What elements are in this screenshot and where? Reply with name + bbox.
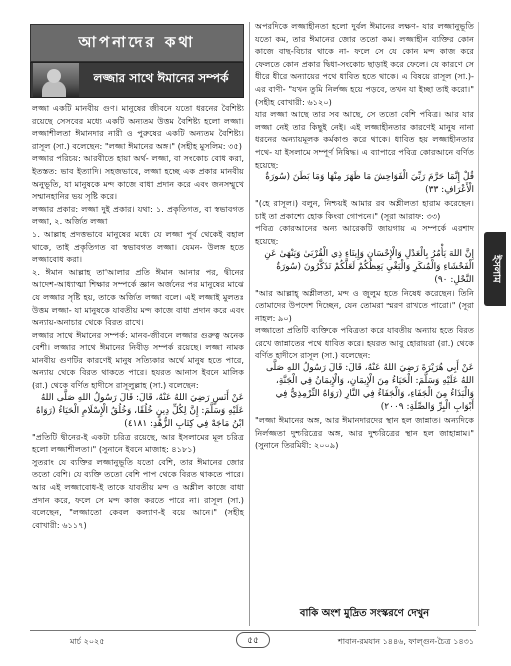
- article-title: লজ্জার সাথে ঈমানের সম্পর্ক: [93, 71, 229, 85]
- paragraph: সুতরাং যে ব্যক্তির লজ্জানুভূতি যতো বেশি, তার ঈমানের জোর ততো বেশি। যে ব্যক্তি ততো বেশি পাপ থেকে বিরত থাকতে পারে। আর এই লজ্জাবোধ-ই তাকে যাবতীয় মন্দ ও অশ্লীল কাজে বাধা প্রদান করে, ফলে সে মন্দ কাজ করতে পারে না। রাসূল (সা.) বলেছেন, "লজ্জাতো কেবল কল্যাণ-ই বয়ে আনে।" (সহীহ বোখারী: ৬১১৭): [32, 456, 244, 530]
- paragraph: লজ্জার প্রকার: লজ্জা দুই প্রকার। যথা: ১. প্রকৃতিগত, বা স্বভাবগত লজ্জা, ২. অর্জিত লজ্জা: [32, 203, 244, 227]
- footer-rule: [30, 630, 476, 631]
- paragraph: ১. আল্লাহ প্রদত্তভাবে মানুষের মধ্যে যে লজ্জা পূর্ব থেকেই বহাল থাকে, তাই প্রকৃতিগত বা স্বভাবগত লজ্জা। যেমন- উলঙ্গ হতে লজ্জাবোধ করা।: [32, 228, 244, 265]
- paragraph: অপরদিকে লজ্জাহীনতা হলো দুর্বল ঈমানের লক্ষণ- যার লজ্জানুভূতি যতো কম, তার ঈমানের জোর ততো কম। লজ্জাহীন ব্যক্তির কোন কাজে বাছ-বিচার থাকে না- ফলে সে যে কোন মন্দ কাজ করে ফেলতে কোন প্রকার দ্বিধা-সংকোচ ছাড়াই করে ফেলে। যে কারণে সে ধীরে ধীরে অন্যায়ের পথে ধাবিত হতে থাকে। এ বিষয়ে রাসূল (সা.)-এর বাণী- "যখন তুমি নির্লজ্জ হয়ে পড়বে, তখন যা ইচ্ছা তাই করো।" (সহীহ বোখারী: ৬১২০): [255, 21, 474, 107]
- section-label: আপনাদের কথা: [78, 32, 196, 51]
- illustration-icon: [33, 63, 79, 97]
- paragraph: ২. ঈমান আল্লাহ তা'আলার প্রতি ঈমান আনার পর, দ্বীনের আদেশ-আধ্যাত্মা শিক্ষার সম্পর্কে জ্ঞান অর্জনের পর মানুষের মাঝে যে লজ্জার সৃষ্টি হয়, তাকে অর্জিত লজ্জা বলে। এই লজ্জাই মুলতঃ উত্তম লজ্জা- যা মানুষকে যাবতীয় মন্দ কাজে বাধা প্রদান করে এবং অন্যায়-অনাচার থেকে বিরত রাখে।: [32, 266, 244, 328]
- paragraph: "লজ্জা ঈমানের অঙ্গ, আর ঈমানদারদের স্থান হল জান্নাত। অন্যদিকে নির্লজ্জতা দুশ্চরিত্রের অঙ্গ, আর দুশ্চরিত্রের স্থান হল জাহান্নাম।" (সুনানে তিরমিযী: ২০০৯): [255, 415, 474, 451]
- paragraph: লজ্জা একটি মানবীয় গুণ। মানুষের জীবনে যতো ধরনের বৈশিষ্ট্য রয়েছে সেসবের মধ্যে একটি অন্যতম উত্তম বৈশিষ্ট্য হলো লজ্জা। লজ্জাশীলতা ঈমানদার নারী ও পুরুষের একটি অন্যতম বৈশিষ্ট্য। রাসূল (সা.) বলেছেন: "লজ্জা ঈমানের অঙ্গ।" (সহীহ মুসলিম: ৩৫): [32, 103, 244, 151]
- arabic-verse: إِنَّ اللهَ يَأْمُرُ بِالْعَدْلِ وَالْإِحْسَانِ وَإِيتَاءِ ذِي الْقُرْبَىٰ وَيَنْهَىٰ عَنِ الْفَحْشَاءِ وَالْمُنكَرِ وَالْبَغْيِ يَعِظُكُمْ لَعَلَّكُمْ تَذَكَّرُونَ (سُورَةُ النَّحْلِ: ٩٠): [264, 248, 474, 285]
- arabic-hadith: عَنْ أَنَسٍ رَضِيَ اللهُ عَنْهُ، قَالَ: قَالَ رَسُولُ اللهِ صَلَّى اللهُ عَلَيْهِ وَسَلَّمَ: إِنَّ لِكُلِّ دِينٍ خُلُقًا، وَخُلُقُ الْإِسْلَامِ الْحَيَاءُ (رَوَاهُ ابْنُ مَاجَهْ فِي كِتَابِ الزُّهْدِ: ٤١٨١): [36, 392, 244, 429]
- right-column: [255, 20, 474, 452]
- footer-date: মার্চ ২০২৫: [70, 637, 105, 646]
- arabic-hadith: عَنْ أَبِي هُرَيْرَةَ رَضِيَ اللهُ عَنْهُ، قَالَ: قَالَ رَسُولُ اللهِ صَلَّى اللهُ عَلَيْهِ وَسَلَّمَ: الْحَيَاءُ مِنَ الْإِيمَانِ، وَالْإِيمَانُ فِي الْجَنَّةِ، وَالْبَذَاءُ مِنَ الْجَفَاءِ، وَالْجَفَاءُ فِي النَّارِ (رَوَاهُ التِّرْمِذِيُّ فِي أَبْوَابِ الْبِرِّ وَالصِّلَةِ: ٢٠٠٩): [265, 363, 474, 413]
- article-title-band: [30, 62, 244, 98]
- paragraph: লজ্জার সাথে ঈমানের সম্পর্ক: মানব-জীবনে লজ্জার গুরুত্ব অনেক বেশী। লজ্জার সাথে ঈমানের নিবীড় সম্পর্ক রয়েছে। লজ্জা নামক মানবীয় গুণটির কারণেই মানুষ সত্যিকার অর্থে মানুষ হতে পারে, অন্যায় থেকে বিরত থাকতে পারে। হযরত আনাস ইবনে মালিক (রা.) থেকে বর্ণিত হাদীসে রাসূলুল্লাহ (সা.) বলেছেন:: [32, 329, 244, 391]
- paragraph: "প্রতিটি দ্বীনের-ই একটা চরিত্র রয়েছে, আর ইসলামের মূল চরিত্র হলো লজ্জাশীলতা।" (সুনানে ইবনে মাজাহ: ৪১৮১): [32, 431, 244, 455]
- side-edge-line: [478, 22, 479, 626]
- paragraph: পবিত্র কোরআনের অন্য আরেকটি জায়গায় এ সম্পর্কে এরশাদ হয়েছে:: [255, 223, 474, 246]
- paragraph: "(হে রাসূল।) বলুন, নিশ্চয়ই আমার রব অশ্লীলতা হারাম করেছেন। চাই তা প্রকাশ্যে হোক কিংবা গোপনে।" (সূরা আরাফ: ৩৩): [255, 198, 474, 221]
- column-divider: [249, 22, 250, 626]
- magazine-side-tab: [484, 232, 506, 306]
- side-tab-label: ইসলাম: [490, 255, 502, 283]
- continued-note: বাকি অংশ মুদ্রিত সংস্করণে দেখুন: [299, 608, 430, 619]
- arabic-verse: قُلْ إِنَّمَا حَرَّمَ رَبِّيَ الْفَوَاحِشَ مَا ظَهَرَ مِنْهَا وَمَا بَطَنَ (سُورَةُ الْأَعْرَافِ: ٣٣): [265, 172, 474, 196]
- footer-hijri-date: শাবান-রমযান ১৪৪৬, ফাল্গুন-চৈত্র ১৪৩১: [338, 637, 475, 646]
- page-number: ৫৫: [236, 632, 270, 648]
- paragraph: লজ্জার পরিচয়: আরবীতে হায়া অর্থ- লজ্জা, বা সংকোচ বোধ করা, ইতস্তত: ভাব ইত্যাদি। সহজভাবে, লজ্জা হচ্ছে এক প্রকার মানবীয় অনুভূতি, যা মানুষকে মন্দ কাজে বাধা প্রদান করে এবং জনসম্মুখে সম্মানহানির ভয় সৃষ্টি করে।: [32, 153, 244, 202]
- left-column: [32, 102, 244, 531]
- paragraph: যার লজ্জা আছে তার সব আছে, সে ততো বেশি পবিত্র। আর যার লজ্জা নেই তার কিছুই নেই। এই লজ্জাহীনতার কারণেই মানুষ নানা ধরনের অন্যায়মূলক কর্মকাণ্ড করে থাকে। ধাবিত হয় লজ্জাহীনতার পথে- যা ইসলামে সম্পূর্ণ নিষিদ্ধ। এ ব্যাপারে পবিত্র কোরআনে বর্ণিত হয়েছে:: [255, 109, 474, 170]
- section-header: [30, 24, 244, 62]
- paragraph: "আর আল্লাহ্ অশ্লীলতা, মন্দ ও জুলুম হতে নিষেধ করেছেন। তিনি তোমাদের উপদেশ দিচ্ছেন, যেন তোমরা স্মরণ রাখতে পারো।" (সূরা নাহল: ৯০): [255, 287, 474, 323]
- paragraph: লজ্জাতো প্রতিটি ব্যক্তিকে পবিত্রতা করে যাবতীয় অন্যায় হতে বিরত রেখে জান্নাতের পথে ধাবিত করে। হযরত আবু হোরায়রা (রা.) থেকে বর্ণিত হাদীসে রাসূল (সা.) বলেছেন:: [255, 325, 474, 361]
